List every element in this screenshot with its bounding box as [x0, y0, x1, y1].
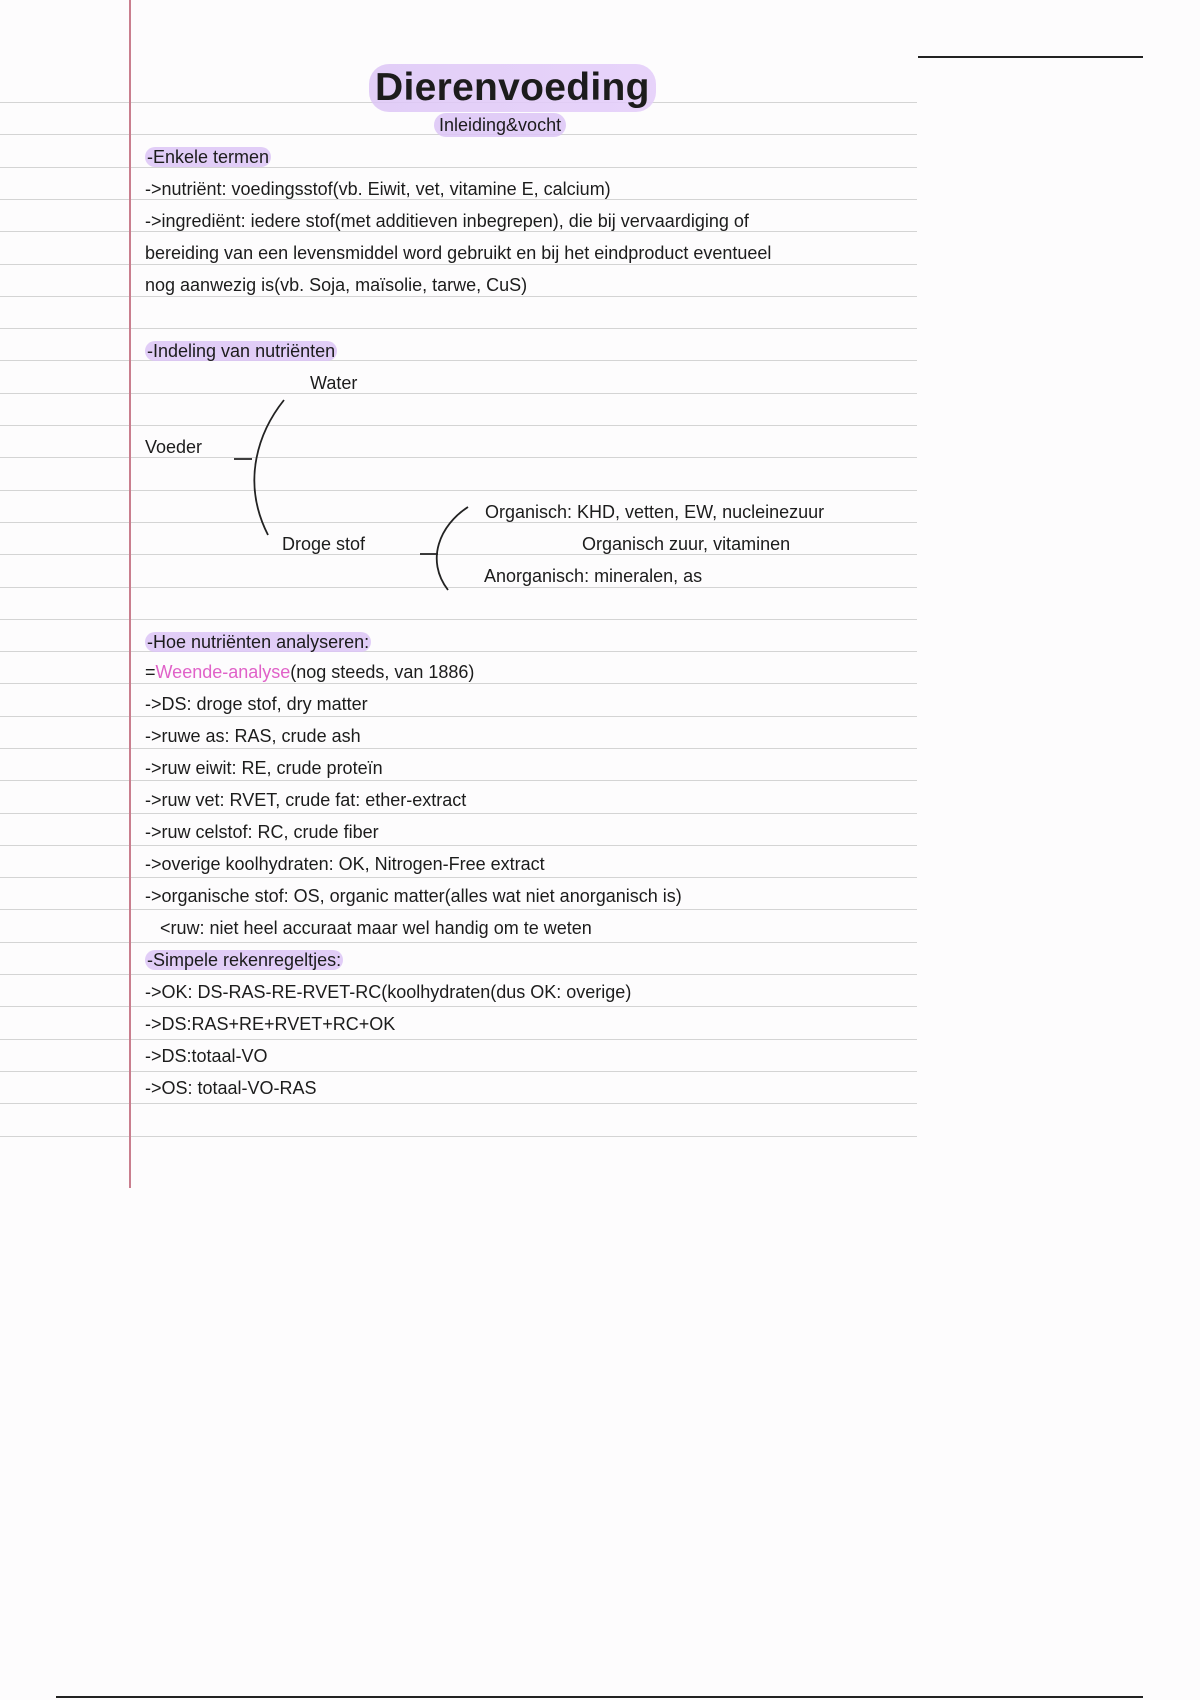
- rule-ds-sum: ->DS:RAS+RE+RVET+RC+OK: [145, 1014, 396, 1034]
- diagram-organisch-2: Organisch zuur, vitaminen: [582, 534, 791, 554]
- term-ingredient-cont-1: bereiding van een levensmiddel word gebruikt en bij het eindproduct eventueel: [145, 243, 772, 263]
- analysis-ras: ->ruwe as: RAS, crude ash: [145, 726, 361, 746]
- ruled-line: [0, 1103, 917, 1104]
- heading-text: -Enkele termen: [147, 147, 270, 167]
- heading-text: -Hoe nutriënten analyseren:: [147, 632, 370, 652]
- rule-ok: ->OK: DS-RAS-RE-RVET-RC(koolhydraten(dus OK: overige): [145, 982, 632, 1002]
- analysis-rc: ->ruw celstof: RC, crude fiber: [145, 822, 379, 842]
- bracket-voeder: [254, 400, 284, 535]
- bracket-droge-stof: [437, 507, 468, 590]
- analysis-ds: ->DS: droge stof, dry matter: [145, 694, 368, 714]
- heading-text: -Simpele rekenregeltjes:: [147, 950, 342, 970]
- term-ingredient-cont-2: nog aanwezig is(vb. Soja, maïsolie, tarwe, CuS): [145, 275, 528, 295]
- ruled-line: [0, 909, 917, 910]
- weende-line: [145, 660, 474, 684]
- weende-suffix: (nog steeds, van 1886): [290, 662, 475, 682]
- analysis-os: ->organische stof: OS, organic matter(alles wat niet anorganisch is): [145, 886, 682, 906]
- ruled-line: [0, 1136, 917, 1137]
- ruled-line: [0, 845, 917, 846]
- analysis-rvet: ->ruw vet: RVET, crude fat: ether-extract: [145, 790, 467, 810]
- weende-prefix: =: [145, 662, 156, 682]
- ruled-line: [0, 780, 917, 781]
- ruled-line: [0, 1006, 917, 1007]
- diagram-organisch: Organisch: KHD, vetten, EW, nucleinezuur: [485, 502, 825, 522]
- term-nutrient: ->nutriënt: voedingsstof(vb. Eiwit, vet, vitamine E, calcium): [145, 179, 611, 199]
- diagram-brackets: [0, 0, 1200, 700]
- ruled-line: [0, 748, 917, 749]
- diagram-anorganisch: Anorganisch: mineralen, as: [484, 566, 703, 586]
- weende-term: Weende-analyse: [155, 662, 291, 682]
- ruled-line: [0, 716, 917, 717]
- ruled-line: [0, 974, 917, 975]
- analysis-ok: ->overige koolhydraten: OK, Nitrogen-Free extract: [145, 854, 545, 874]
- ruled-line: [0, 877, 917, 878]
- page-subtitle: Inleiding&vocht: [434, 113, 566, 137]
- rule-ds-total: ->DS:totaal-VO: [145, 1046, 268, 1066]
- heading-text: -Indeling van nutriënten: [147, 341, 336, 361]
- section-heading-rules: [145, 948, 343, 972]
- diagram-water: Water: [310, 373, 358, 393]
- footer-line: [56, 1696, 1143, 1698]
- diagram-voeder: Voeder: [145, 437, 203, 457]
- section-heading-analysis: [145, 630, 371, 654]
- analysis-re: ->ruw eiwit: RE, crude proteïn: [145, 758, 383, 778]
- ruled-line: [0, 813, 917, 814]
- ruled-line: [0, 1039, 917, 1040]
- analysis-note: <ruw: niet heel accuraat maar wel handig om te weten: [145, 918, 592, 938]
- term-ingredient: ->ingrediënt: iedere stof(met additieven inbegrepen), die bij vervaardiging of: [145, 211, 749, 231]
- ruled-line: [0, 1071, 917, 1072]
- page-title: Dierenvoeding: [369, 64, 656, 112]
- rule-os: ->OS: totaal-VO-RAS: [145, 1078, 317, 1098]
- ruled-line: [0, 942, 917, 943]
- diagram-droge-stof: Droge stof: [282, 534, 366, 554]
